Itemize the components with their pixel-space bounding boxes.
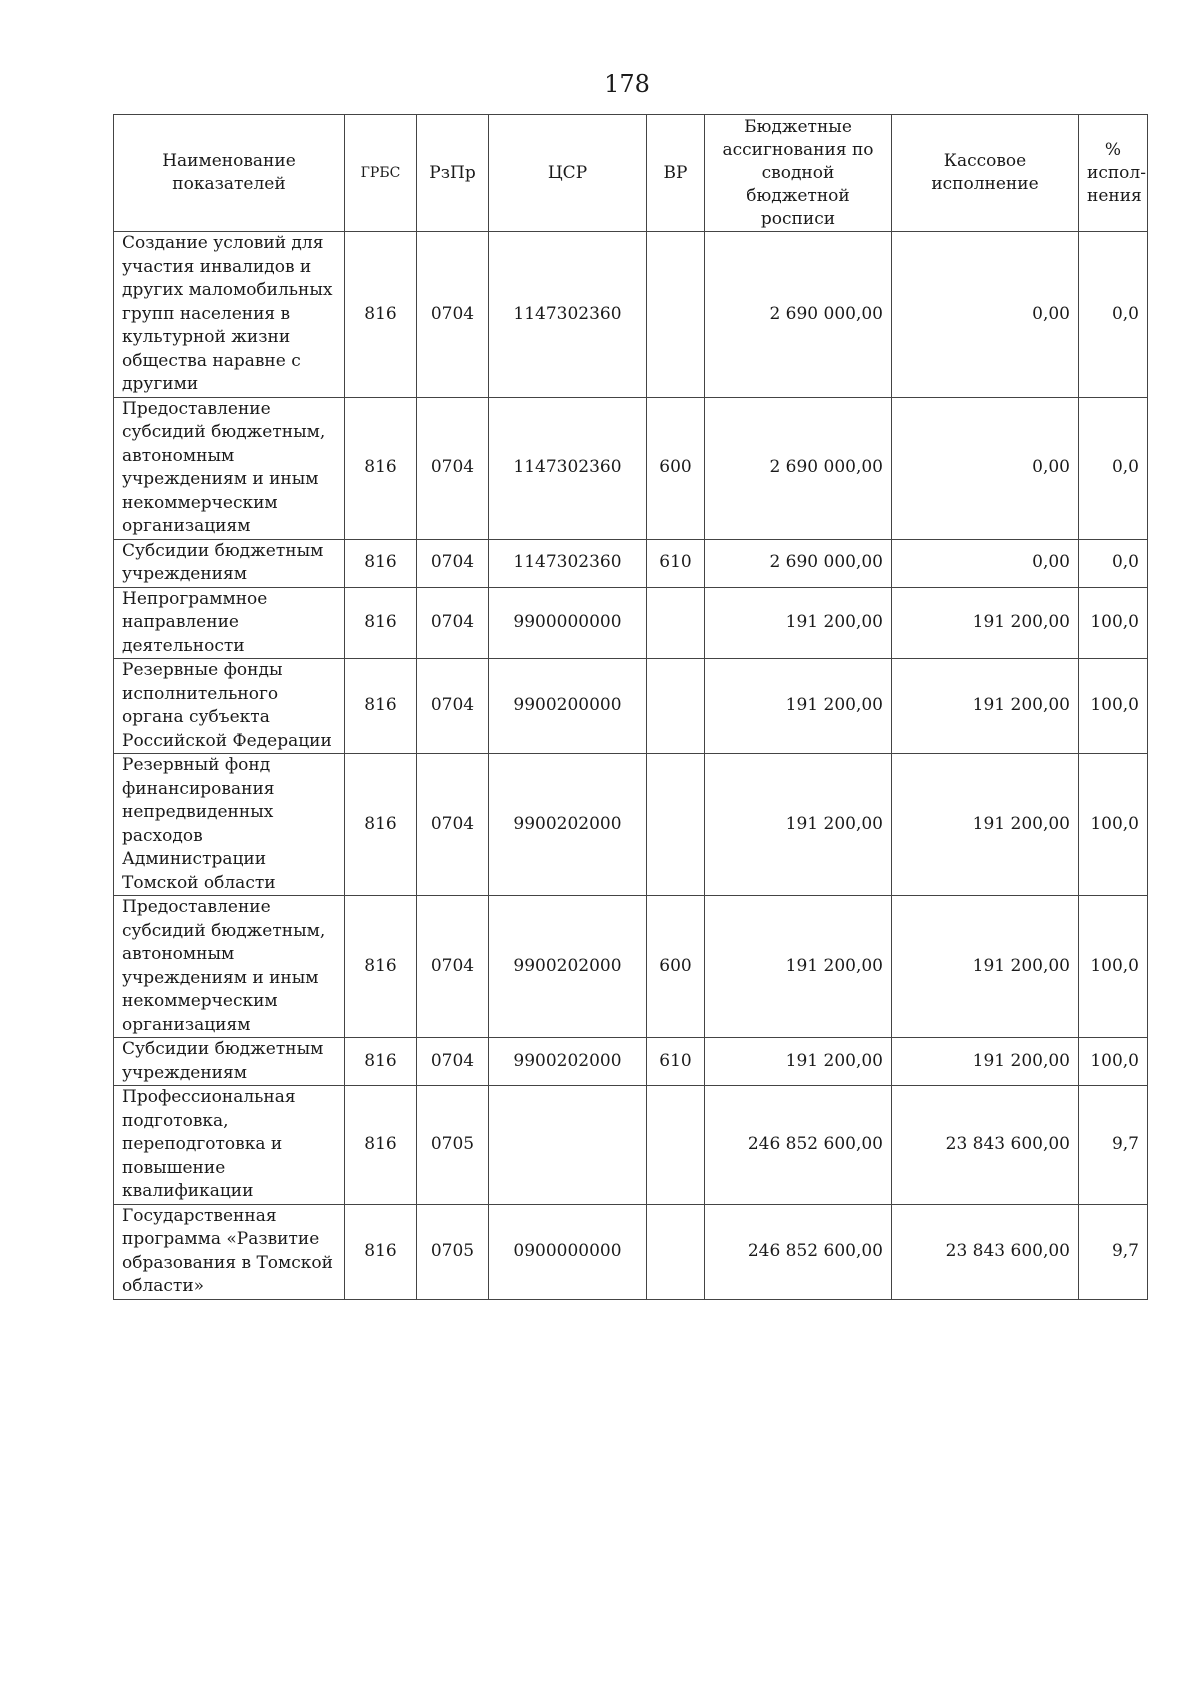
cell-csr: 9900202000 [489,754,647,896]
table-row [114,896,1148,1038]
cell-vr [647,659,705,754]
cell-percent: 100,0 [1079,754,1148,896]
cell-cash: 191 200,00 [892,659,1079,754]
cell-rzpr: 0704 [417,659,489,754]
cell-vr [647,232,705,398]
header-grbs: ГРБС [345,115,417,232]
table-row [114,539,1148,587]
cell-cash: 0,00 [892,397,1079,539]
cell-rzpr: 0704 [417,896,489,1038]
cell-name: Непрограммное направление деятельности [114,587,345,659]
cell-percent: 100,0 [1079,659,1148,754]
cell-percent: 0,0 [1079,232,1148,398]
table-body [114,232,1148,1300]
cell-grbs: 816 [345,232,417,398]
cell-csr: 9900200000 [489,659,647,754]
cell-name: Резервные фонды исполнительного органа субъекта Российской Федерации [114,659,345,754]
cell-budget: 191 200,00 [705,1038,892,1086]
cell-percent: 0,0 [1079,539,1148,587]
table-row [114,1038,1148,1086]
cell-percent: 9,7 [1079,1086,1148,1205]
header-percent-label: испол-нения [1087,162,1146,206]
cell-percent: 100,0 [1079,896,1148,1038]
cell-vr [647,1204,705,1299]
cell-percent: 0,0 [1079,397,1148,539]
cell-cash: 23 843 600,00 [892,1086,1079,1205]
cell-cash: 23 843 600,00 [892,1204,1079,1299]
cell-budget: 191 200,00 [705,754,892,896]
cell-csr: 9900000000 [489,587,647,659]
cell-rzpr: 0704 [417,539,489,587]
cell-vr [647,754,705,896]
cell-budget: 2 690 000,00 [705,539,892,587]
cell-rzpr: 0704 [417,754,489,896]
cell-name: Субсидии бюджетным учреждениям [114,1038,345,1086]
cell-name: Профессиональная подготовка, переподготовка и повышение квалификации [114,1086,345,1205]
cell-percent: 100,0 [1079,587,1148,659]
cell-name: Резервный фонд финансирования непредвиденных расходов Администрации Томской области [114,754,345,896]
header-percent [1079,115,1148,232]
cell-grbs: 816 [345,587,417,659]
header-rzpr: РзПр [417,115,489,232]
table-row [114,232,1148,398]
cell-budget: 2 690 000,00 [705,397,892,539]
cell-vr: 610 [647,539,705,587]
cell-rzpr: 0705 [417,1086,489,1205]
cell-cash: 191 200,00 [892,587,1079,659]
cell-vr: 600 [647,397,705,539]
header-percent-symbol: % [1104,139,1122,160]
cell-grbs: 816 [345,1038,417,1086]
cell-cash: 191 200,00 [892,1038,1079,1086]
cell-csr: 1147302360 [489,539,647,587]
cell-cash: 0,00 [892,232,1079,398]
cell-csr: 0900000000 [489,1204,647,1299]
cell-csr: 9900202000 [489,896,647,1038]
table-row [114,397,1148,539]
cell-csr: 1147302360 [489,397,647,539]
cell-rzpr: 0704 [417,1038,489,1086]
cell-rzpr: 0704 [417,397,489,539]
header-vr: ВР [647,115,705,232]
cell-grbs: 816 [345,1086,417,1205]
cell-cash: 0,00 [892,539,1079,587]
cell-name: Субсидии бюджетным учреждениям [114,539,345,587]
cell-budget: 246 852 600,00 [705,1086,892,1205]
table-row [114,1204,1148,1299]
cell-grbs: 816 [345,539,417,587]
cell-rzpr: 0704 [417,232,489,398]
cell-vr [647,1086,705,1205]
cell-grbs: 816 [345,397,417,539]
cell-cash: 191 200,00 [892,754,1079,896]
cell-budget: 191 200,00 [705,587,892,659]
cell-csr: 9900202000 [489,1038,647,1086]
table-header-row [114,115,1148,232]
cell-name: Создание условий для участия инвалидов и других маломобильных групп населения в культурной жизни общества наравне с другими [114,232,345,398]
table-row [114,754,1148,896]
cell-percent: 100,0 [1079,1038,1148,1086]
cell-vr: 600 [647,896,705,1038]
budget-execution-table [113,114,1148,1300]
table-row [114,587,1148,659]
cell-name: Предоставление субсидий бюджетным, автономным учреждениям и иным некоммерческим организациям [114,397,345,539]
cell-percent: 9,7 [1079,1204,1148,1299]
cell-csr [489,1086,647,1205]
cell-vr [647,587,705,659]
cell-name: Предоставление субсидий бюджетным, автономным учреждениям и иным некоммерческим организациям [114,896,345,1038]
cell-cash: 191 200,00 [892,896,1079,1038]
cell-grbs: 816 [345,754,417,896]
cell-budget: 191 200,00 [705,896,892,1038]
cell-grbs: 816 [345,659,417,754]
cell-name: Государственная программа «Развитие образования в Томской области» [114,1204,345,1299]
cell-budget: 191 200,00 [705,659,892,754]
header-name: Наименование показателей [114,115,345,232]
page-number: 178 [604,70,650,98]
cell-rzpr: 0704 [417,587,489,659]
cell-csr: 1147302360 [489,232,647,398]
cell-budget: 2 690 000,00 [705,232,892,398]
header-csr: ЦСР [489,115,647,232]
table-row [114,659,1148,754]
header-cash: Кассовое исполнение [892,115,1079,232]
cell-grbs: 816 [345,896,417,1038]
cell-rzpr: 0705 [417,1204,489,1299]
table-row [114,1086,1148,1205]
cell-vr: 610 [647,1038,705,1086]
cell-budget: 246 852 600,00 [705,1204,892,1299]
cell-grbs: 816 [345,1204,417,1299]
header-budget: Бюджетные ассигнования по сводной бюджетной росписи [705,115,892,232]
